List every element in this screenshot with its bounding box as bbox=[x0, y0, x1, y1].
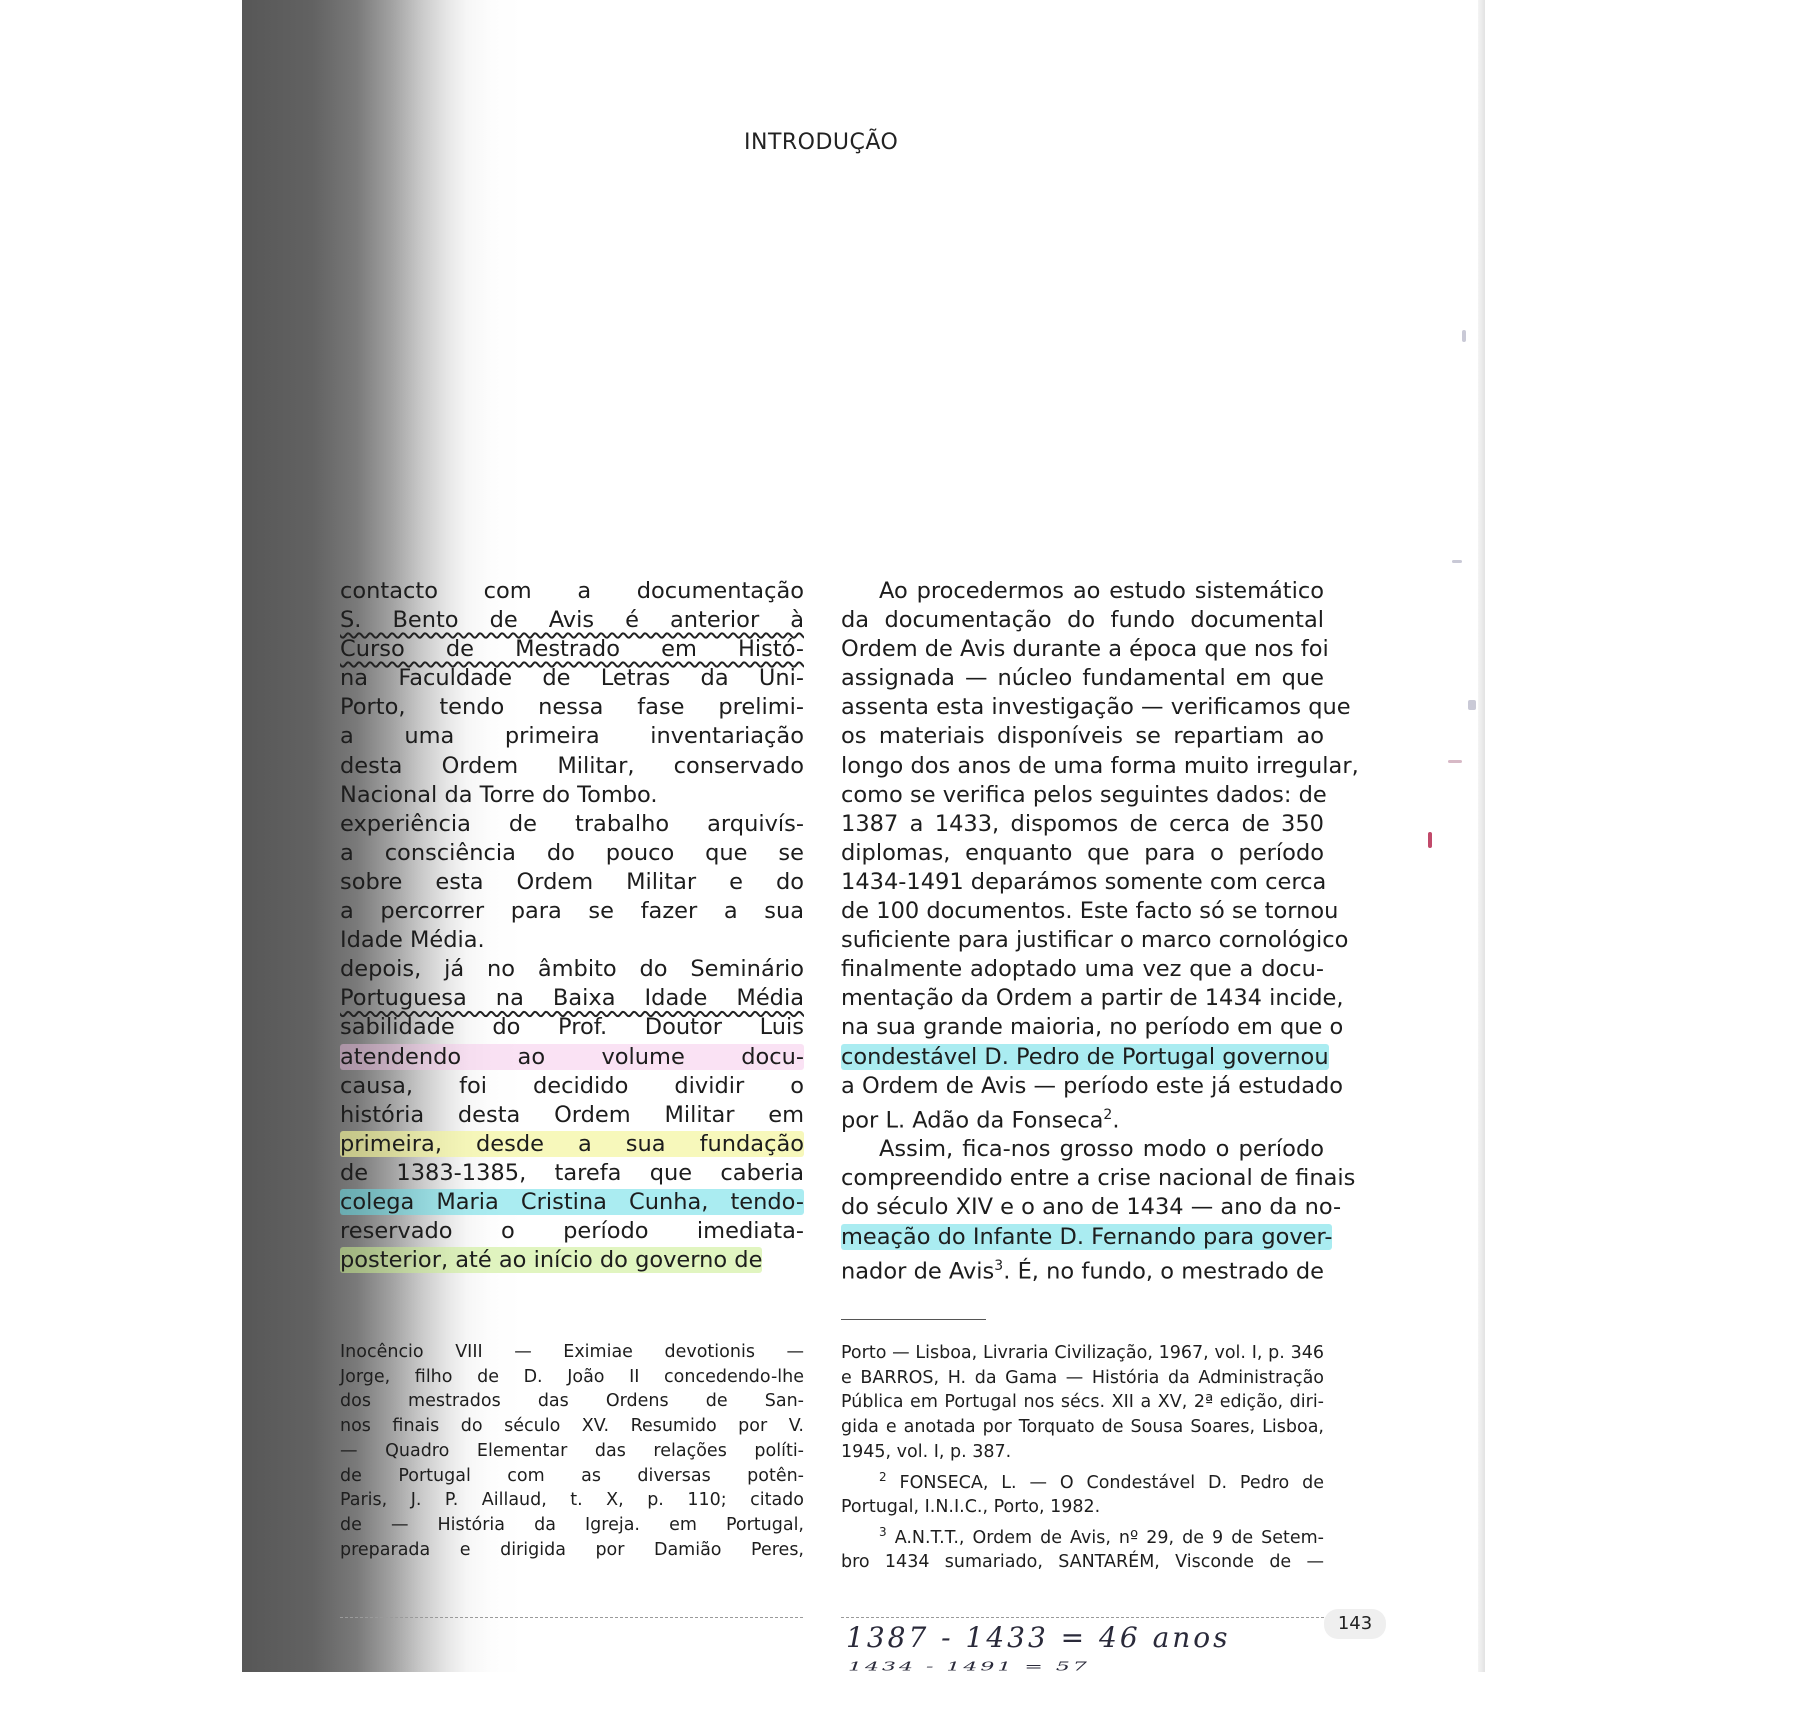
text-line: de 1383-1385, tarefa que caberia bbox=[340, 1159, 804, 1186]
text-line: história desta Ordem Militar em bbox=[340, 1101, 804, 1128]
text-line: os materiais disponíveis se repartiam ao bbox=[841, 723, 1324, 750]
text-line: depois, já no âmbito do Seminário bbox=[340, 956, 804, 983]
handwritten-note: 1387 - 1433 = 46 anos bbox=[846, 1621, 1231, 1654]
text-line: causa, foi decidido dividir o bbox=[340, 1072, 804, 1099]
footnote-line: $^2$ FONSECA, L. — O Condestável D. Pedro de bbox=[879, 1469, 1324, 1493]
footnote-line: bro 1434 sumariado, SANTARÉM, Visconde de — bbox=[841, 1552, 1324, 1573]
text-line: sabilidade do Prof. Doutor Luis bbox=[340, 1014, 804, 1041]
text-line: Ao procedermos ao estudo sistemático bbox=[879, 578, 1324, 604]
footnote-line: de Portugal com as diversas potên- bbox=[340, 1465, 804, 1486]
text-line: Curso de Mestrado em Histó- bbox=[340, 636, 804, 663]
text-line: contacto com a documentação bbox=[340, 578, 804, 604]
text-line: Assim, fica-nos grosso modo o período bbox=[879, 1136, 1324, 1163]
footnote-line: de — História da Igreja. em Portugal, bbox=[340, 1514, 804, 1535]
text-line: da documentação do fundo documental bbox=[841, 607, 1324, 634]
text-line: na Faculdade de Letras da Uni- bbox=[340, 665, 804, 692]
text-line: compreendido entre a crise nacional de finais bbox=[841, 1165, 1356, 1192]
right-column bbox=[841, 577, 1359, 1286]
text-line: Porto, tendo nessa fase prelimi- bbox=[340, 694, 804, 721]
text-line: Portuguesa na Baixa Idade Média bbox=[340, 985, 804, 1012]
footnote-line: 1945, vol. I, p. 387. bbox=[841, 1441, 1012, 1462]
footnote-separator bbox=[841, 1319, 986, 1320]
footnote-line: $^3$ A.N.T.T., Ordem de Avis, nº 29, de 9 de Setem- bbox=[879, 1524, 1324, 1548]
footnotes-right bbox=[841, 1341, 1324, 1575]
bottom-rule-right bbox=[841, 1617, 1324, 1618]
footnote-line: e BARROS, H. da Gama — História da Administração bbox=[841, 1367, 1324, 1388]
text-line: a uma primeira inventariação bbox=[340, 723, 804, 750]
handwritten-note: 1434 - 1491 = 57 bbox=[848, 1660, 1090, 1674]
text-line: assenta esta investigação — verificamos que bbox=[841, 694, 1351, 721]
footnote-line: — Quadro Elementar das relações políti- bbox=[340, 1440, 804, 1461]
text-line: sobre esta Ordem Militar e do bbox=[340, 868, 804, 895]
text-line: experiência de trabalho arquivís- bbox=[340, 810, 804, 837]
footnote-line: nos finais do século XV. Resumido por V. bbox=[340, 1416, 804, 1437]
text-line: condestável D. Pedro de Portugal governou bbox=[841, 1043, 1329, 1070]
text-line: nador de Avis$^3$. É, no fundo, o mestrado de bbox=[841, 1257, 1324, 1285]
footnote-number: 3 bbox=[879, 1524, 887, 1539]
footnote-line: Paris, J. P. Aillaud, t. X, p. 110; citado bbox=[340, 1490, 804, 1511]
footnote-number: 2 bbox=[879, 1469, 887, 1484]
footnotes-left bbox=[340, 1340, 804, 1562]
text-line: 1387 a 1433, dispomos de cerca de 350 bbox=[841, 810, 1324, 837]
text-line: colega Maria Cristina Cunha, tendo- bbox=[340, 1188, 804, 1215]
footnote-line: Pública em Portugal nos sécs. XII a XV, 2ª edição, diri- bbox=[841, 1392, 1324, 1413]
footnote-ref: 3 bbox=[994, 1257, 1004, 1274]
text-line: desta Ordem Militar, conservado bbox=[340, 752, 804, 779]
text-line: por L. Adão da Fonseca$^2$. bbox=[841, 1106, 1120, 1134]
text-line: 1434-1491 deparámos somente com cerca bbox=[841, 868, 1327, 895]
text-line: Nacional da Torre do Tombo. bbox=[340, 781, 658, 808]
text-line: meação do Infante D. Fernando para gover- bbox=[841, 1223, 1333, 1250]
page-edge bbox=[1478, 0, 1485, 1672]
text-line: Idade Média. bbox=[340, 927, 485, 954]
text-line: na sua grande maioria, no período em que o bbox=[841, 1014, 1344, 1041]
text-line: como se verifica pelos seguintes dados: de bbox=[841, 781, 1327, 808]
bottom-rule-left bbox=[340, 1617, 805, 1618]
text-line: reservado o período imediata- bbox=[340, 1218, 804, 1245]
left-column bbox=[340, 577, 804, 1275]
text-line: primeira, desde a sua fundação bbox=[340, 1130, 804, 1157]
text-line: finalmente adoptado uma vez que a docu- bbox=[841, 956, 1324, 983]
text-line: S. Bento de Avis é anterior à bbox=[340, 607, 804, 634]
text-line: Ordem de Avis durante a época que nos foi bbox=[841, 636, 1329, 663]
text-line: a percorrer para se fazer a sua bbox=[340, 898, 804, 925]
text-line: a consciência do pouco que se bbox=[340, 839, 804, 866]
text-line: suficiente para justificar o marco cornológico bbox=[841, 927, 1349, 954]
footnote-line: Inocêncio VIII — Eximiae devotionis — bbox=[340, 1342, 804, 1362]
text-line: mentação da Ordem a partir de 1434 incide, bbox=[841, 985, 1344, 1012]
footnote-line: Portugal, I.N.I.C., Porto, 1982. bbox=[841, 1497, 1101, 1518]
text-line: diplomas, enquanto que para o período bbox=[841, 839, 1324, 866]
footnote-line: Porto — Lisboa, Livraria Civilização, 1967, vol. I, p. 346 bbox=[841, 1343, 1324, 1363]
footnote-line: preparada e dirigida por Damião Peres, bbox=[340, 1539, 804, 1560]
text-line: do século XIV e o ano de 1434 — ano da no- bbox=[841, 1194, 1342, 1221]
page-number: 143 bbox=[1324, 1609, 1386, 1639]
footnote-line: Jorge, filho de D. João II concedendo-lhe bbox=[340, 1366, 804, 1387]
text-line: de 100 documentos. Este facto só se tornou bbox=[841, 898, 1339, 925]
footnote-line: dos mestrados das Ordens de San- bbox=[340, 1391, 804, 1412]
page-heading: INTRODUÇÃO bbox=[744, 130, 899, 155]
text-line: longo dos anos de uma forma muito irregular, bbox=[841, 752, 1359, 779]
footnote-line: gida e anotada por Torquato de Sousa Soares, Lisboa, bbox=[841, 1417, 1324, 1438]
text-line: posterior, até ao início do governo de bbox=[340, 1247, 763, 1274]
text-line: atendendo ao volume docu- bbox=[340, 1043, 804, 1070]
text-line: a Ordem de Avis — período este já estudado bbox=[841, 1072, 1344, 1099]
footnote-ref: 2 bbox=[1103, 1106, 1113, 1123]
text-line: assignada — núcleo fundamental em que bbox=[841, 665, 1324, 692]
